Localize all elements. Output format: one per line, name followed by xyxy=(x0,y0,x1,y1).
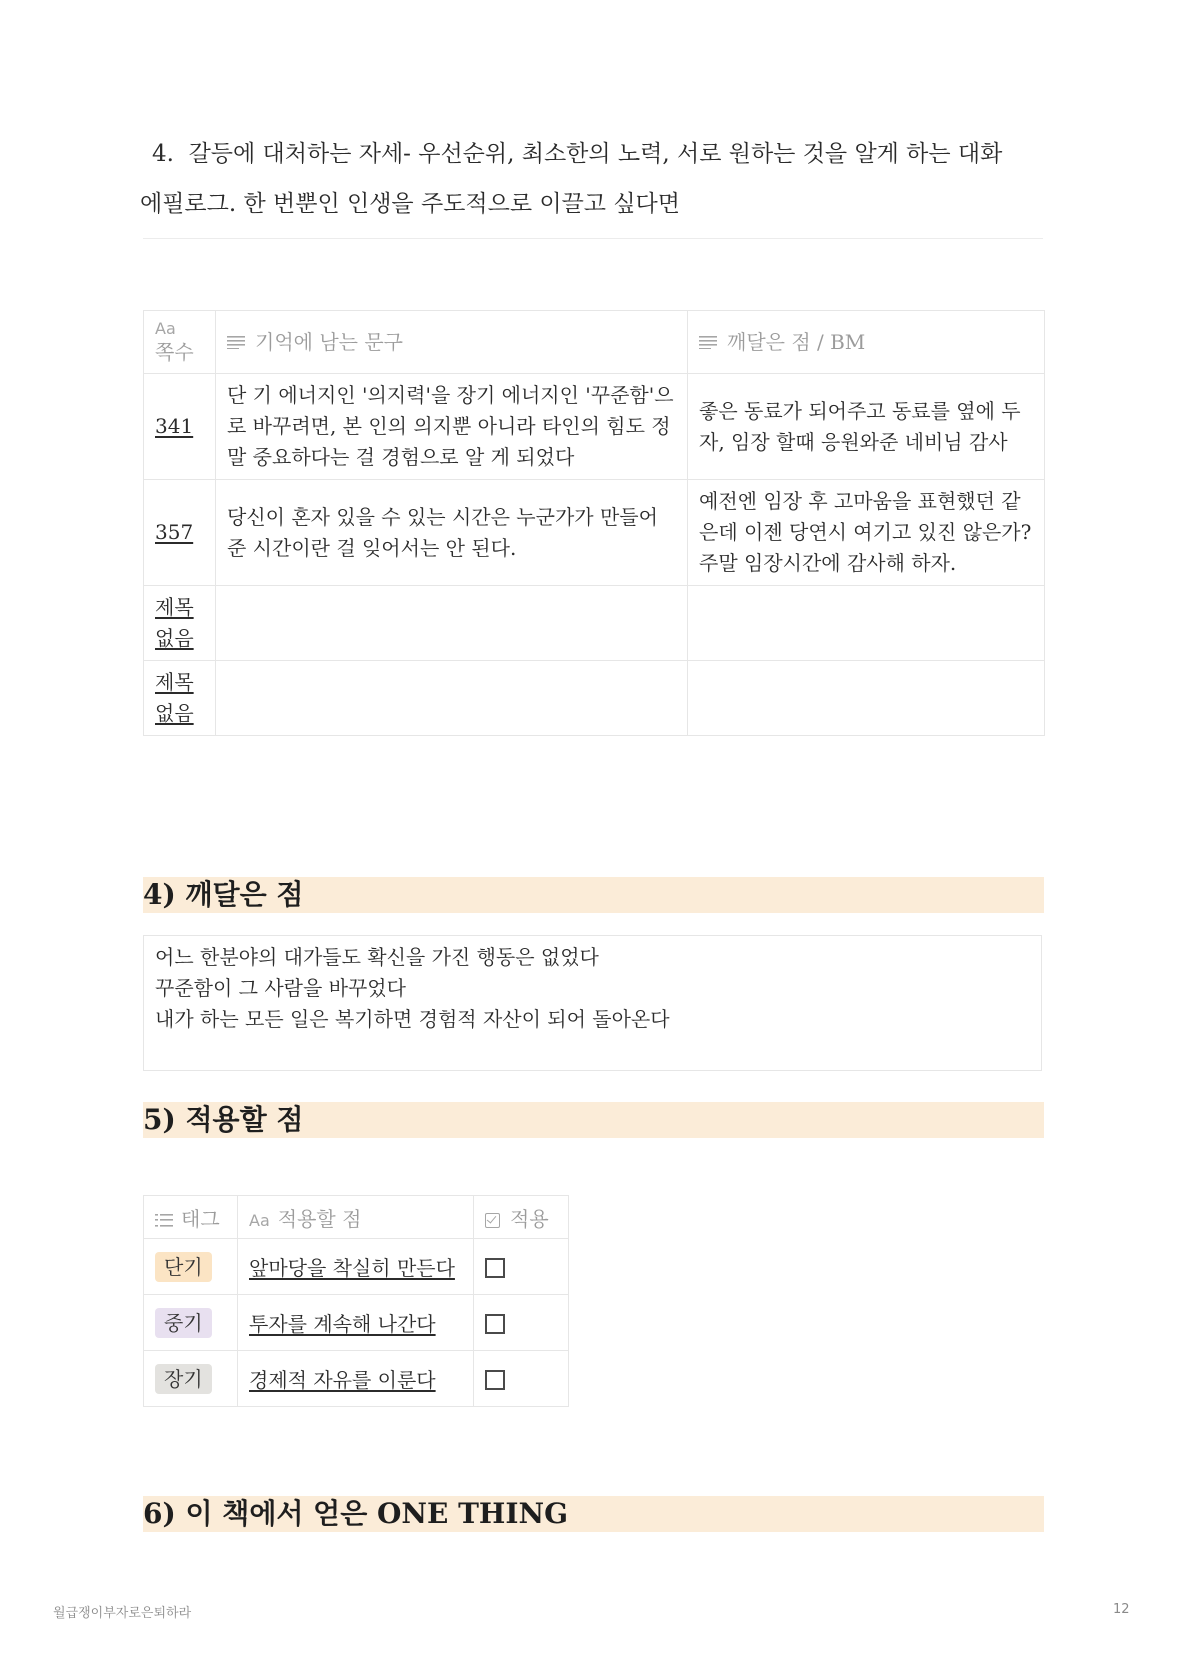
table-row xyxy=(144,1351,569,1407)
footer-book-title: 월급쟁이부자로은퇴하라 xyxy=(53,1606,192,1621)
text-property-icon: Aa xyxy=(155,319,176,338)
realization-note[interactable] xyxy=(143,935,1042,1071)
apply-checkbox[interactable] xyxy=(485,1258,505,1278)
note-line: 어느 한분야의 대가들도 확신을 가진 행동은 없었다 xyxy=(155,945,599,969)
text-lines-icon xyxy=(699,336,717,349)
multi-select-icon xyxy=(155,1214,173,1227)
text-property-icon: Aa xyxy=(249,1210,270,1230)
column-header-tag[interactable] xyxy=(144,1196,238,1239)
apply-table-header xyxy=(144,1196,569,1239)
column-header-insight-label: 깨달은 점 / BM xyxy=(727,329,866,354)
insight-cell[interactable]: 예전엔 임장 후 고마움을 표현했던 같은데 이젠 당연시 여기고 있진 않은가? 주말 임장시간에 감사해 하자. xyxy=(688,480,1045,586)
column-header-item-label: 적용할 점 xyxy=(277,1206,362,1231)
outline-item xyxy=(152,137,1002,171)
page-number-link[interactable]: 341 xyxy=(155,414,194,438)
tag-long-term[interactable]: 장기 xyxy=(155,1364,212,1394)
section-heading-apply: 5) 적용할 점 xyxy=(143,1102,1044,1138)
quote-cell[interactable]: 당신이 혼자 있을 수 있는 시간은 누군가가 만들어 준 시간이란 걸 잊어서는 안 된다. xyxy=(216,480,688,586)
column-header-item[interactable] xyxy=(238,1196,474,1239)
note-line: 내가 하는 모든 일은 복기하면 경험적 자산이 되어 돌아온다 xyxy=(155,1007,670,1031)
column-header-apply-label: 적용 xyxy=(510,1206,549,1231)
table-row xyxy=(144,374,1045,480)
table-row xyxy=(144,661,1045,736)
insight-cell[interactable] xyxy=(688,586,1045,661)
apply-item-link[interactable]: 투자를 계속해 나간다 xyxy=(249,1312,436,1336)
section-heading-realization: 4) 깨달은 점 xyxy=(143,877,1044,913)
column-header-page[interactable] xyxy=(144,311,216,374)
apply-checkbox[interactable] xyxy=(485,1370,505,1390)
column-header-quote-label: 기억에 남는 문구 xyxy=(255,329,403,354)
page-number-link[interactable]: 제목 없음 xyxy=(155,670,194,725)
column-header-apply[interactable] xyxy=(474,1196,569,1239)
tag-short-term[interactable]: 단기 xyxy=(155,1252,212,1282)
quote-cell[interactable] xyxy=(216,661,688,736)
column-header-tag-label: 태그 xyxy=(181,1206,220,1231)
outline-item-number: 4. xyxy=(152,141,174,167)
text-lines-icon xyxy=(227,336,245,349)
page-number-link[interactable]: 357 xyxy=(155,520,194,544)
quote-cell[interactable] xyxy=(216,586,688,661)
checkbox-property-icon xyxy=(485,1213,500,1228)
tag-mid-term[interactable]: 중기 xyxy=(155,1308,212,1338)
apply-table xyxy=(143,1195,569,1407)
outline-epilogue: 에필로그. 한 번뿐인 인생을 주도적으로 이끌고 싶다면 xyxy=(140,191,680,217)
quotes-table-header xyxy=(144,311,1045,374)
table-row xyxy=(144,1239,569,1295)
quote-cell[interactable]: 단 기 에너지인 '의지력'을 장기 에너지인 '꾸준함'으로 바꾸려면, 본 인의 의지뿐 아니라 타인의 힘도 정말 중요하다는 걸 경험으로 알 게 되었다 xyxy=(216,374,688,480)
section-heading-one-thing: 6) 이 책에서 얻은 ONE THING xyxy=(143,1496,1044,1532)
apply-item-link[interactable]: 앞마당을 착실히 만든다 xyxy=(249,1256,455,1280)
column-header-page-label: 쪽수 xyxy=(155,340,194,364)
insight-cell[interactable]: 좋은 동료가 되어주고 동료를 옆에 두자, 임장 할때 응원와준 네비님 감사 xyxy=(688,374,1045,480)
note-line: 꾸준함이 그 사람을 바꾸었다 xyxy=(155,976,406,1000)
quotes-table xyxy=(143,310,1045,736)
page-number-link[interactable]: 제목 없음 xyxy=(155,595,194,650)
column-header-insight[interactable] xyxy=(688,311,1045,374)
insight-cell[interactable] xyxy=(688,661,1045,736)
divider xyxy=(143,238,1043,239)
footer-page-number: 12 xyxy=(1113,1602,1130,1617)
apply-checkbox[interactable] xyxy=(485,1314,505,1334)
table-row xyxy=(144,1295,569,1351)
outline-item-text: 갈등에 대처하는 자세- 우선순위, 최소한의 노력, 서로 원하는 것을 알게 하는 대화 xyxy=(188,141,1003,167)
apply-item-link[interactable]: 경제적 자유를 이룬다 xyxy=(249,1368,436,1392)
table-row xyxy=(144,480,1045,586)
table-row xyxy=(144,586,1045,661)
column-header-quote[interactable] xyxy=(216,311,688,374)
